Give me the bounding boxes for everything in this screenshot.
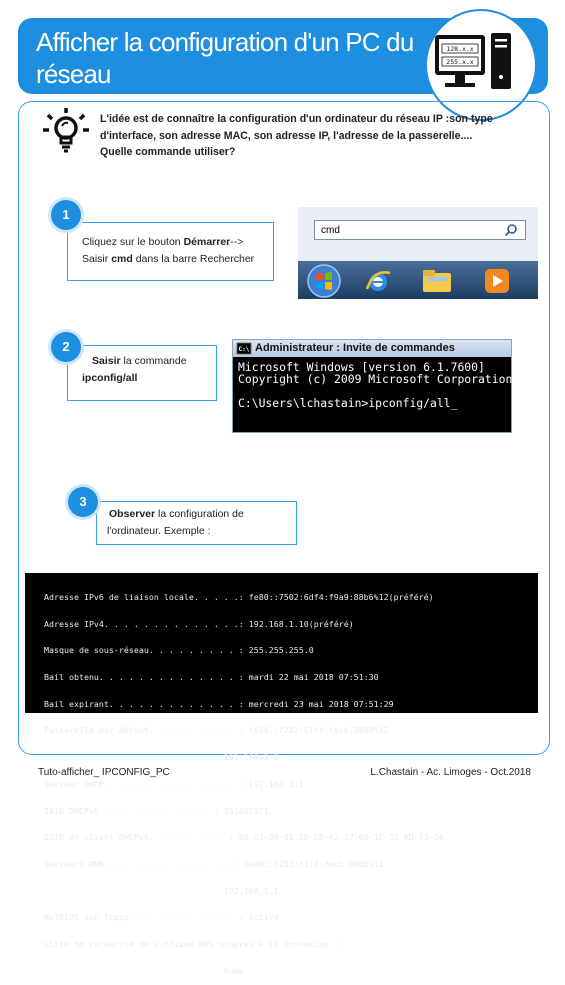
console-line: IAID DHCPv6 . . . . . . . . . . . : 251665971 — [29, 805, 269, 816]
monitor-ip-1: 128.x.x — [446, 45, 474, 53]
footer-author: L.Chastain - Ac. Limoges - Oct.2018 — [370, 767, 531, 778]
lightbulb-icon — [40, 104, 92, 165]
console-line: 192.168.1.1 — [29, 885, 279, 896]
step-1-box — [67, 222, 274, 281]
console-line: Serveurs DNS. . . . . . . . . . . . . : fe80::f282:61ff:fecb:88d8%12 — [29, 859, 384, 869]
monitor-ip-2: 255.x.x — [446, 58, 474, 66]
step-1-text-b: Saisir — [82, 253, 112, 265]
console-line: Bail expirant. . . . . . . . . . . . . : mercredi 23 mai 2018 07:51:29 — [29, 698, 394, 709]
step-1-text-c: dans la barre Rechercher — [132, 253, 255, 265]
console-line: 192.168.1.1 — [29, 752, 279, 763]
console-line: home — [29, 965, 244, 976]
step-3-number: 3 — [68, 487, 98, 517]
cmd-prompt-line: C:\Users\lchastain>ipconfig/all_ — [238, 396, 458, 410]
windows-start-icon[interactable] — [306, 263, 342, 299]
title-line-1: Afficher la configuration d'un PC du — [36, 27, 414, 57]
cmd-line-1: Microsoft Windows [version 6.1.7600] — [238, 360, 485, 374]
search-input[interactable]: cmd — [314, 220, 526, 240]
page-title — [36, 26, 426, 90]
console-line: Passerelle par défaut. . . . . . . . . : fe80::f282:61ff:fecb:88d8%12 — [29, 725, 389, 736]
command-prompt-screenshot — [232, 339, 512, 433]
intro-line-3: Quelle commande utiliser? — [100, 146, 236, 158]
intro-line-2: d'interface, son adresse MAC, son adresse IP, l'adresse de la passerelle.... — [100, 129, 473, 142]
cmd-icon — [237, 343, 251, 354]
search-icon — [504, 223, 518, 237]
step-1-number: 1 — [51, 200, 81, 230]
title-line-2: réseau — [36, 59, 111, 89]
taskbar — [298, 261, 538, 299]
cmd-title: Administrateur : Invite de commandes — [255, 342, 455, 354]
footer-doc-name: Tuto-afficher_ IPCONFIG_PC — [38, 767, 170, 778]
intro-line-1: L'idée est de connaître la configuration d'un ordinateur du réseau IP :son type — [100, 113, 493, 125]
folder-icon[interactable] — [422, 269, 452, 293]
step-2-saisir-label: Saisir — [92, 355, 121, 367]
console-line: Bail obtenu. . . . . . . . . . . . . . : mardi 22 mai 2018 07:51:30 — [29, 671, 379, 682]
step-3-text-b: l'ordinateur. Exemple : — [107, 525, 211, 537]
internet-explorer-icon[interactable] — [364, 267, 392, 295]
step-1-start-label: Démarrer — [183, 236, 231, 248]
step-2-text-a: la commande — [120, 355, 187, 367]
step-1-text-a: Cliquez sur le bouton — [82, 236, 184, 248]
step-3-box — [96, 501, 297, 545]
console-line: Masque de sous-réseau. . . . . . . . . : 255.255.255.0 — [29, 645, 314, 656]
media-player-icon[interactable] — [484, 268, 510, 294]
console-line: Adresse IPv6 de liaison locale. . . . .: fe80::7502:6df4:f9a9:88b6%12(préféré) — [29, 591, 434, 602]
console-line: Adresse IPv4. . . . . . . . . . . . . .: 192.168.1.10(préféré) — [29, 618, 354, 629]
intro-text — [100, 111, 500, 161]
step-2-number: 2 — [51, 332, 81, 362]
start-menu-screenshot — [298, 207, 538, 299]
step-3-observer-label: Observer — [109, 508, 156, 520]
step-1-cmd-label: cmd — [111, 253, 133, 265]
console-line: DUID de client DHCPv6. . . . . . . . : 00-01-00-01-1B-CB-42-27-00-1E-33-AD-73-34 — [29, 832, 444, 843]
step-3-text-a: la configuration de — [155, 508, 244, 520]
cmd-line-2: Copyright (c) 2009 Microsoft Corporation — [238, 372, 513, 386]
step-2-box — [67, 345, 217, 401]
cmd-output — [233, 357, 511, 413]
step-1-arrow: --> — [230, 236, 244, 248]
step-2-command: ipconfig/all — [82, 372, 138, 384]
svg-text:C:\: C:\ — [238, 346, 250, 353]
console-line: Serveur DHCP . . . . . . . . . . . . . : 192.168.1.1 — [29, 778, 304, 789]
console-line: Liste de recherche de suffixes DNS propres à la connexion : — [29, 939, 339, 950]
cmd-titlebar — [233, 340, 511, 357]
console-line: NetBIOS sur Tcpip. . . . . . . . . . . : Activé — [29, 912, 279, 923]
